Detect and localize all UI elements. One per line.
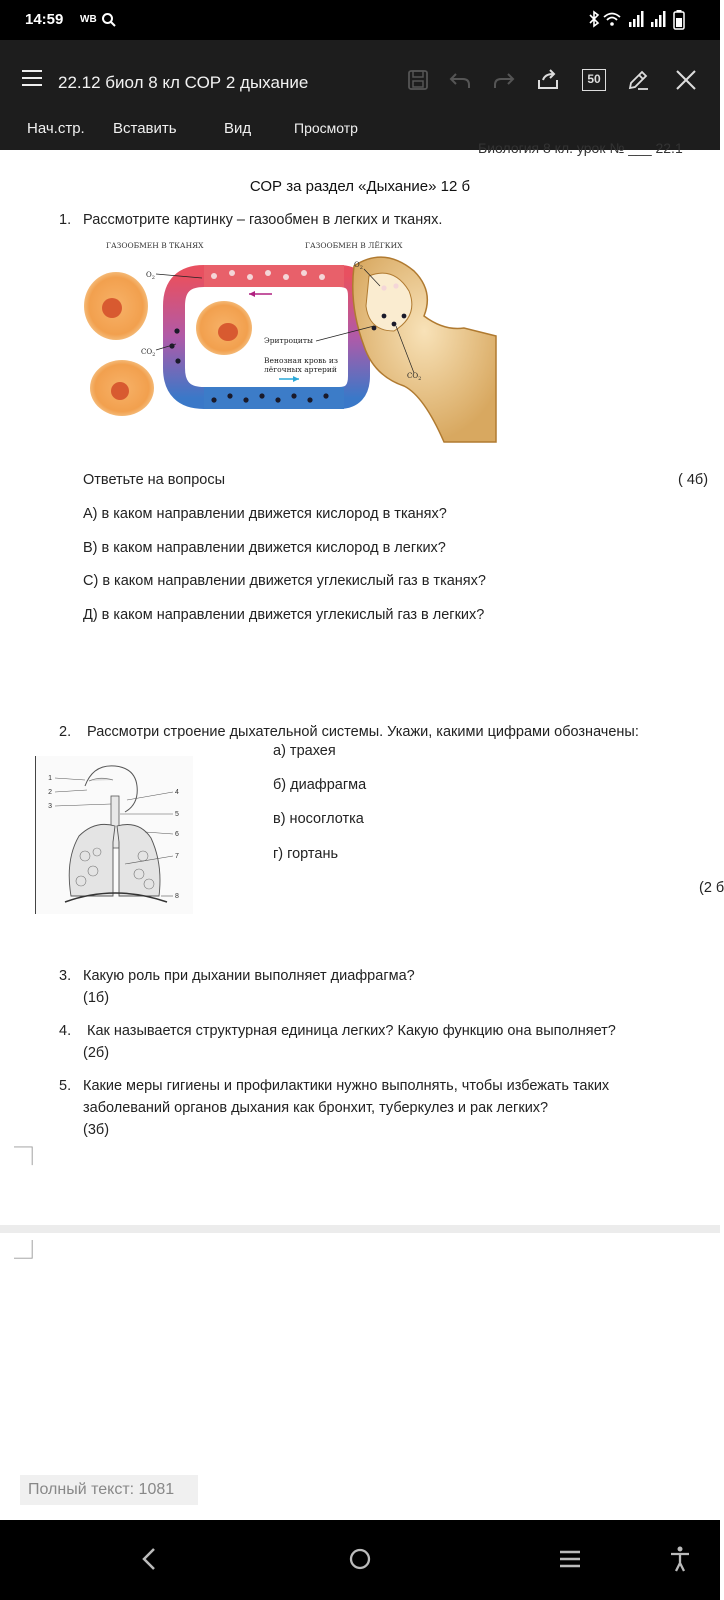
svg-text:1: 1 xyxy=(48,775,52,782)
svg-text:5: 5 xyxy=(175,811,179,818)
subquestion-d: Д) в каком направлении движется углекислый газ в легких? xyxy=(83,607,485,623)
document-title: 22.12 биол 8 кл СОР 2 дыхание xyxy=(58,73,309,92)
question-2-text: Рассмотри строение дыхательной системы. Укажи, какими цифрами обозначены: xyxy=(87,724,639,740)
question-2-points: (2 б xyxy=(699,880,724,896)
save-icon[interactable] xyxy=(406,68,430,92)
status-bar xyxy=(0,0,720,40)
wifi-icon xyxy=(603,10,621,28)
tab-insert[interactable]: Вставить xyxy=(113,120,177,137)
respiratory-system-diagram xyxy=(35,756,193,914)
answer-prompt: Ответьте на вопросы xyxy=(83,472,226,488)
svg-text:4: 4 xyxy=(175,789,179,796)
question-3-number: 3. xyxy=(59,968,72,984)
tab-view[interactable]: Вид xyxy=(224,120,252,137)
page-title: СОР за раздел «Дыхание» 12 б xyxy=(249,178,471,195)
question-1-points: ( 4б) xyxy=(678,472,709,488)
recents-icon[interactable] xyxy=(558,1545,582,1573)
page-corner-mark-2 xyxy=(14,1240,34,1260)
signal-icon-1 xyxy=(628,10,644,28)
tab-home[interactable]: Нач.стр. xyxy=(27,120,85,137)
search-status-icon xyxy=(101,12,117,28)
svg-text:2: 2 xyxy=(48,789,52,796)
label-venous-2: лёгочных артерий xyxy=(264,365,337,374)
svg-text:O2: $O_2$ xyxy=(146,271,155,281)
subquestion-b: В) в каком направлении движется кислород в легких? xyxy=(83,540,446,556)
page-counter-value: 50 xyxy=(587,72,601,86)
bluetooth-icon xyxy=(588,10,600,28)
tab-review[interactable]: Просмотр xyxy=(294,120,358,136)
document-page[interactable] xyxy=(0,140,724,1520)
question-2-number: 2. xyxy=(59,724,72,740)
battery-icon xyxy=(673,10,685,30)
question-5-points: (3б) xyxy=(83,1122,110,1138)
option-a: а) трахея xyxy=(273,743,336,759)
back-icon[interactable] xyxy=(138,1545,162,1573)
status-time: 14:59 xyxy=(25,11,64,28)
page-separator xyxy=(0,1225,720,1233)
question-5-number: 5. xyxy=(59,1078,72,1094)
svg-text:CO2: $CO_2$ xyxy=(407,372,422,382)
option-d: г) гортань xyxy=(273,846,339,862)
question-4-points: (2б) xyxy=(83,1045,110,1061)
gas-exchange-figure xyxy=(84,236,496,442)
question-4-number: 4. xyxy=(59,1023,72,1039)
figure-label-tissues: ГАЗООБМЕН В ТКАНЯХ xyxy=(106,241,204,250)
page-corner-mark xyxy=(14,1146,34,1166)
full-text-counter[interactable]: Полный текст: 1081 xyxy=(20,1475,198,1505)
app-toolbar xyxy=(0,40,720,150)
figure-label-lungs: ГАЗООБМЕН В ЛЁГКИХ xyxy=(305,241,403,250)
label-erythrocytes: Эритроциты xyxy=(264,336,313,345)
signal-icon-2 xyxy=(650,10,666,28)
home-icon[interactable] xyxy=(348,1545,372,1573)
svg-text:8: 8 xyxy=(175,893,179,900)
redo-icon[interactable] xyxy=(492,68,516,92)
edit-icon[interactable] xyxy=(626,68,650,92)
question-3-points: (1б) xyxy=(83,990,110,1006)
subquestion-c: С) в каком направлении движется углекислый газ в тканях? xyxy=(83,573,486,589)
svg-text:7: 7 xyxy=(175,853,179,860)
share-icon[interactable] xyxy=(536,68,560,92)
question-4-text: Как называется структурная единица легких? Какую функцию она выполняет? xyxy=(87,1023,616,1039)
label-venous-1: Венозная кровь из xyxy=(264,356,338,365)
question-1-number: 1. xyxy=(59,212,72,228)
question-1-text: Рассмотрите картинку – газообмен в легких и тканях. xyxy=(83,212,443,228)
navigation-bar xyxy=(0,1520,720,1600)
svg-text:O2: $O_2$ xyxy=(354,261,363,271)
svg-text:6: 6 xyxy=(175,831,179,838)
carrier-label: WB xyxy=(80,14,97,25)
page-header: Биология 8 кл. урок № ___ 22.1 xyxy=(478,140,683,156)
page-counter-button[interactable] xyxy=(582,69,606,91)
close-icon[interactable] xyxy=(674,68,698,92)
accessibility-icon[interactable] xyxy=(668,1545,692,1573)
menu-icon[interactable] xyxy=(22,70,42,86)
undo-icon[interactable] xyxy=(448,68,472,92)
question-3-text: Какую роль при дыхании выполняет диафрагма? xyxy=(83,968,415,984)
question-5-line-1: Какие меры гигиены и профилактики нужно выполнять, чтобы избежать таких xyxy=(83,1078,610,1094)
svg-text:CO2: $CO_2$ xyxy=(141,348,156,358)
svg-text:3: 3 xyxy=(48,803,52,810)
question-5-line-2: заболеваний органов дыхания как бронхит, туберкулез и рак легких? xyxy=(83,1100,549,1116)
option-b: б) диафрагма xyxy=(273,777,367,793)
subquestion-a: А) в каком направлении движется кислород в тканях? xyxy=(83,506,447,522)
option-c: в) носоглотка xyxy=(273,811,364,827)
